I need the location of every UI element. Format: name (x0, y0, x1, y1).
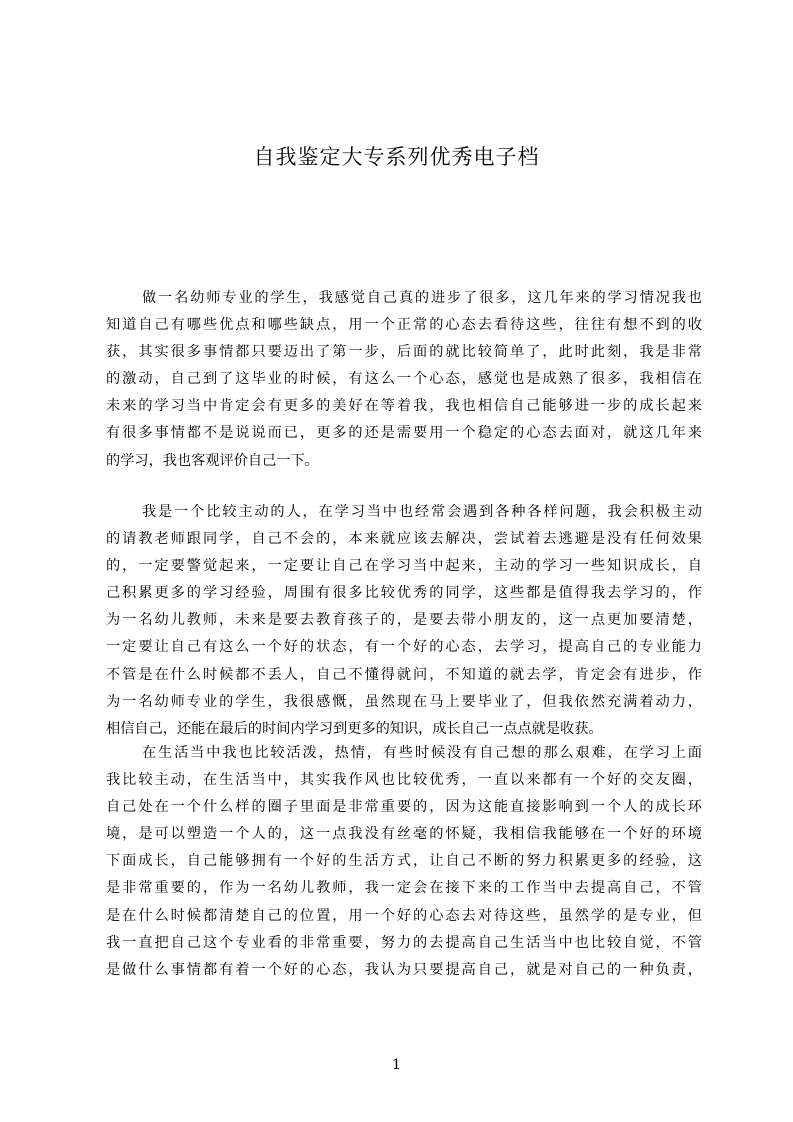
paragraph-line: 的，一定要警觉起来，一定要让自己在学习当中起来，主动的学习一些知识成长，自 (106, 558, 702, 575)
paragraph-line: 是在什么时候都清楚自己的位置，用一个好的心态去对待这些，虽然学的是专业，但 (106, 907, 702, 924)
paragraph-line: 在生活当中我也比较活泼，热情，有些时候没有自己想的那么艰难，在学习上面 (142, 745, 702, 761)
paragraph-line: 的学习，我也客观评价自己一下。 (106, 452, 319, 469)
paragraph-line: 下面成长，自己能够拥有一个好的生活方式，让自己不断的努力积累更多的经验，这 (106, 853, 702, 870)
paragraph-line: 为一名幼师专业的学生，我很感慨，虽然现在马上要毕业了，但我依然充满着动力， (106, 693, 702, 710)
paragraph-line: 知道自己有哪些优点和哪些缺点，用一个正常的心态去看待这些，往往有想不到的收 (106, 317, 702, 334)
paragraph-line: 有很多事情都不是说说而已，更多的还是需要用一个稳定的心态去面对，就这几年来 (106, 425, 702, 442)
paragraph-line: 我是一个比较主动的人，在学习当中也经常会遇到各种各样问题，我会积极主动 (142, 504, 702, 520)
paragraph-line: 不管是在什么时候都不丢人，自己不懂得就问，不知道的就去学，肯定会有进步，作 (106, 666, 702, 683)
page-number: 1 (392, 1057, 401, 1073)
paragraph-line: 我一直把自己这个专业看的非常重要，努力的去提高自己生活当中也比较自觉，不管 (106, 934, 702, 951)
paragraph-line: 相信自己，还能在最后的时间内学习到更多的知识，成长自己一点点就是收获。 (106, 720, 603, 737)
paragraph-3 (106, 740, 702, 984)
paragraph-2 (106, 499, 702, 743)
paragraph-line: 为一名幼儿教师，未来是要去教育孩子的，是要去带小朋友的，这一点更加要清楚， (106, 612, 702, 629)
paragraph-line: 做一名幼师专业的学生，我感觉自己真的进步了很多，这几年来的学习情况我也 (142, 290, 702, 306)
document-title: 自我鉴定大专系列优秀电子档 (253, 145, 540, 169)
paragraph-line: 的激动，自己到了这毕业的时候，有这么一个心态，感觉也是成熟了很多，我相信在 (106, 371, 702, 388)
paragraph-line: 获，其实很多事情都只要迈出了第一步，后面的就比较简单了，此时此刻，我是非常 (106, 344, 702, 361)
paragraph-1 (106, 285, 702, 475)
paragraph-line: 未来的学习当中肯定会有更多的美好在等着我，我也相信自己能够进一步的成长起来 (106, 398, 702, 415)
paragraph-line: 己积累更多的学习经验，周围有很多比较优秀的同学，这些都是值得我去学习的，作 (106, 585, 702, 602)
paragraph-line: 的请教老师跟同学，自己不会的，本来就应该去解决，尝试着去逃避是没有任何效果 (106, 531, 702, 548)
paragraph-line: 一定要让自己有这么一个好的状态，有一个好的心态，去学习，提高自己的专业能力 (106, 639, 702, 656)
paragraph-line: 我比较主动，在生活当中，其实我作风也比较优秀，一直以来都有一个好的交友圈， (106, 772, 702, 789)
paragraph-line: 是做什么事情都有着一个好的心态，我认为只要提高自己，就是对自己的一种负责， (106, 961, 702, 978)
paragraph-line: 自己处在一个什么样的圈子里面是非常重要的，因为这能直接影响到一个人的成长环 (106, 799, 702, 816)
paragraph-line: 是非常重要的，作为一名幼儿教师，我一定会在接下来的工作当中去提高自己，不管 (106, 880, 702, 897)
paragraph-line: 境，是可以塑造一个人的，这一点我没有丝毫的怀疑，我相信我能够在一个好的环境 (106, 826, 702, 843)
